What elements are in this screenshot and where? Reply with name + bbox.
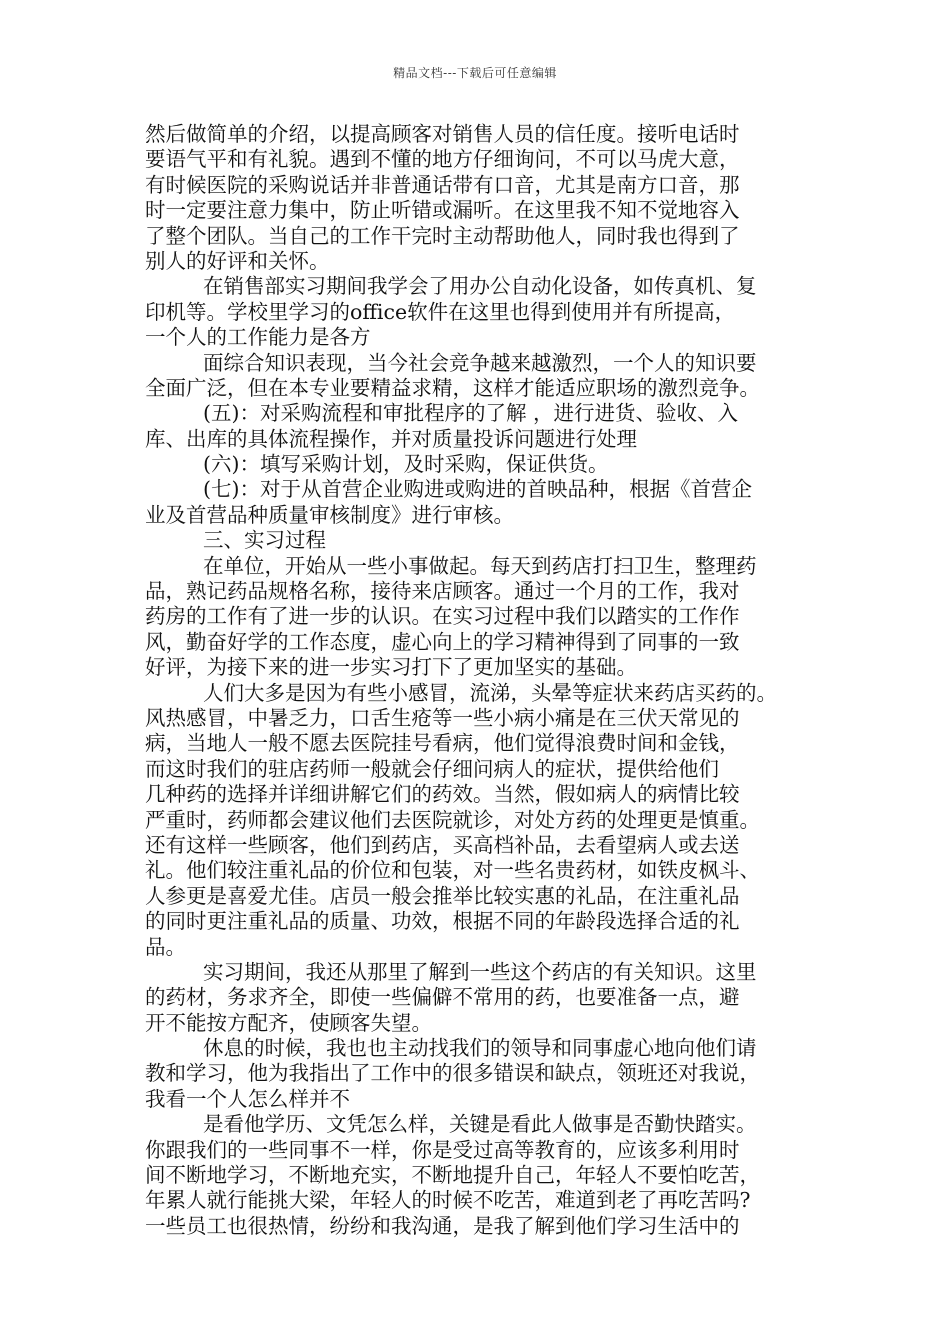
text-line: 品。 [145, 934, 186, 959]
text-line: 人参更是喜爱尤佳。店员一般会推举比较实惠的礼品，在注重礼品 [145, 883, 740, 908]
text-line: 开不能按方配齐，使顾客失望。 [145, 1010, 432, 1035]
text-line: 要语气平和有礼貌。遇到不懂的地方仔细询问，不可以马虎大意， [145, 147, 740, 172]
page-header: 精品文档---下载后可任意编辑 [393, 66, 557, 80]
text-line: 库、出库的具体流程操作，并对质量投诉问题进行处理 [145, 426, 637, 451]
text-line: 严重时，药师都会建议他们去医院就诊，对处方药的处理更是慎重。 [145, 807, 760, 832]
text-line: 间不断地学习，不断地充实，不断地提升自己，年轻人不要怕吃苦， [145, 1163, 760, 1188]
text-line: (五)：对采购流程和审批程序的了解 ，进行进货、验收、入 [203, 401, 739, 426]
text-line: 面综合知识表现，当今社会竞争越来越激烈，一个人的知识要 [203, 350, 757, 375]
text-line: 病，当地人一般不愿去医院挂号看病，他们觉得浪费时间和金钱， [145, 731, 740, 756]
text-line: 还有这样一些顾客，他们到药店，买高档补品，去看望病人或去送 [145, 832, 740, 857]
text-line: 休息的时候，我也也主动找我们的领导和同事虚心地向他们请 [203, 1036, 757, 1061]
document-body [145, 122, 825, 1239]
text-line: 药房的工作有了进一步的认识。在实习过程中我们以踏实的工作作 [145, 604, 740, 629]
text-line: 我看一个人怎么样并不 [145, 1086, 350, 1111]
text-line: 而这时我们的驻店药师一般就会仔细问病人的症状，提供给他们 [145, 756, 719, 781]
text-line: 别人的好评和关怀。 [145, 248, 330, 273]
text-line: 全面广泛，但在本专业要精益求精，这样才能适应职场的激烈竞争。 [145, 375, 760, 400]
text-line: 了整个团队。当自己的工作干完时主动帮助他人，同时我也得到了 [145, 223, 740, 248]
text-line: 一个人的工作能力是各方 [145, 325, 371, 350]
text-line: 然后做简单的介绍，以提高顾客对销售人员的信任度。接听电话时 [145, 122, 740, 146]
text-line: 风，勤奋好学的工作态度，虚心向上的学习精神得到了同事的一致 [145, 629, 740, 654]
text-line: 礼。他们较注重礼品的价位和包装，对一些名贵药材，如铁皮枫斗、 [145, 858, 760, 883]
text-line: 你跟我们的一些同事不一样，你是受过高等教育的，应该多利用时 [145, 1137, 740, 1162]
text-line: 一些员工也很热情，纷纷和我沟通，是我了解到他们学习生活中的 [145, 1213, 740, 1238]
text-line: 业及首营品种质量审核制度》进行审核。 [145, 502, 514, 527]
text-line: 教和学习，他为我指出了工作中的很多错误和缺点，领班还对我说， [145, 1061, 760, 1086]
text-line: (七)：对于从首营企业购进或购进的首映品种，根据《首营企 [203, 477, 752, 502]
text-line: 几种药的选择并详细讲解它们的药效。当然，假如病人的病情比较 [145, 782, 740, 807]
text-line: 的药材，务求齐全，即使一些偏僻不常用的药，也要准备一点，避 [145, 985, 740, 1010]
text-line: 好评，为接下来的进一步实习打下了更加坚实的基础。 [145, 655, 637, 680]
text-line: 年累人就行能挑大梁，年轻人的时候不吃苦，难道到老了再吃苦吗? [145, 1188, 751, 1213]
text-line: 是看他学历、文凭怎么样，关键是看此人做事是否勤快踏实。 [203, 1112, 757, 1137]
text-line: 印机等。学校里学习的office软件在这里也得到使用并有所提高， [145, 299, 736, 324]
text-line: 有时候医院的采购说话并非普通话带有口音，尤其是南方口音，那 [145, 172, 740, 197]
text-line: 在销售部实习期间我学会了用办公自动化设备，如传真机、复 [203, 274, 757, 299]
text-line: 在单位，开始从一些小事做起。每天到药店打扫卫生，整理药 [203, 553, 757, 578]
text-line: 品，熟记药品规格名称，接待来店顾客。通过一个月的工作，我对 [145, 579, 740, 604]
text-line: (六)：填写采购计划，及时采购，保证供货。 [203, 452, 609, 477]
text-line: 三、实习过程 [203, 528, 326, 553]
text-line: 的同时更注重礼品的质量、功效，根据不同的年龄段选择合适的礼 [145, 909, 740, 934]
text-line: 风热感冒，中暑乏力，口舌生疮等一些小病小痛是在三伏天常见的 [145, 705, 740, 730]
text-line: 时一定要注意力集中，防止听错或漏听。在这里我不知不觉地容入 [145, 198, 740, 223]
text-line: 实习期间，我还从那里了解到一些这个药店的有关知识。这里 [203, 959, 757, 984]
text-line: 人们大多是因为有些小感冒，流涕，头晕等症状来药店买药的。 [203, 680, 777, 705]
